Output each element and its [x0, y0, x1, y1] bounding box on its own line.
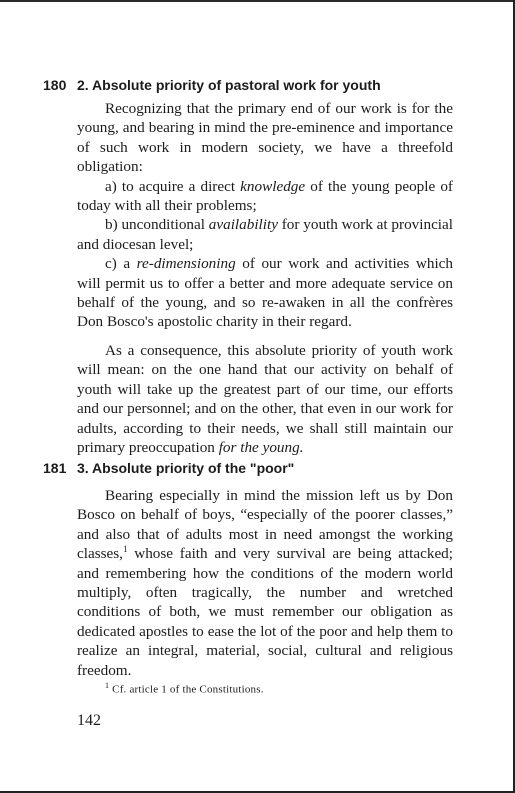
- body-paragraph: As a consequence, this absolute priority of youth work will mean: on the one hand that our activity on behalf of youth will take up the greatest part of our time, our efforts and our personnel; and on the other, that even in our work for adults, according to their needs, we shall still maintain our primary preoccupation for the young.: [77, 341, 453, 456]
- list-item-b: b) unconditional availability for youth work at provincial and diocesan level;: [77, 216, 453, 253]
- section-title: 2. Absolute priority of pastoral work for youth: [77, 77, 381, 93]
- section-title: 3. Absolute priority of the "poor": [77, 460, 295, 476]
- paragraph-number: 180: [43, 77, 67, 93]
- list-item-a: a) to acquire a direct knowledge of the young people of today with all their problems;: [77, 177, 453, 215]
- footnote-reference: 1: [122, 544, 128, 555]
- list-item-c: c) a re-dimensioning of our work and activities which will permit us to offer a better and more adequate service on behalf of the young, and so re-awaken in all the confrères Don Bosco's apostolic charity in their regard.: [77, 255, 454, 331]
- body-paragraph: Recognizing that the primary end of our work is for the young, and bearing in mind the pre-eminence and importance of such work in modern society, we have a threefold obligation:: [77, 100, 453, 176]
- paragraph-number: 181: [43, 460, 67, 476]
- body-paragraph: Bearing especially in mind the mission left us by Don Bosco on behalf of boys, “especially of the poorer classes,” and also that of adults most in need amongst the working classes,$^1$ whose faith and very survival are being attacked; and remembering how the conditions of the modern world multiply, often tragically, the number and wretched conditions of both, we must remember our obligation as dedicated apostles to ease the lot of the poor and help them to realize an integral, material, social, cultural and religious freedom.: [77, 487, 453, 679]
- section-180: [0, 77, 515, 457]
- page-number: 142: [77, 712, 101, 729]
- section-heading: [0, 460, 515, 482]
- section-181: [0, 460, 515, 680]
- section-heading: [0, 77, 515, 99]
- footnote: [105, 681, 264, 696]
- footnote-mark: 1: [105, 681, 110, 690]
- footnote-text: Cf. article 1 of the Constitutions.: [112, 683, 264, 696]
